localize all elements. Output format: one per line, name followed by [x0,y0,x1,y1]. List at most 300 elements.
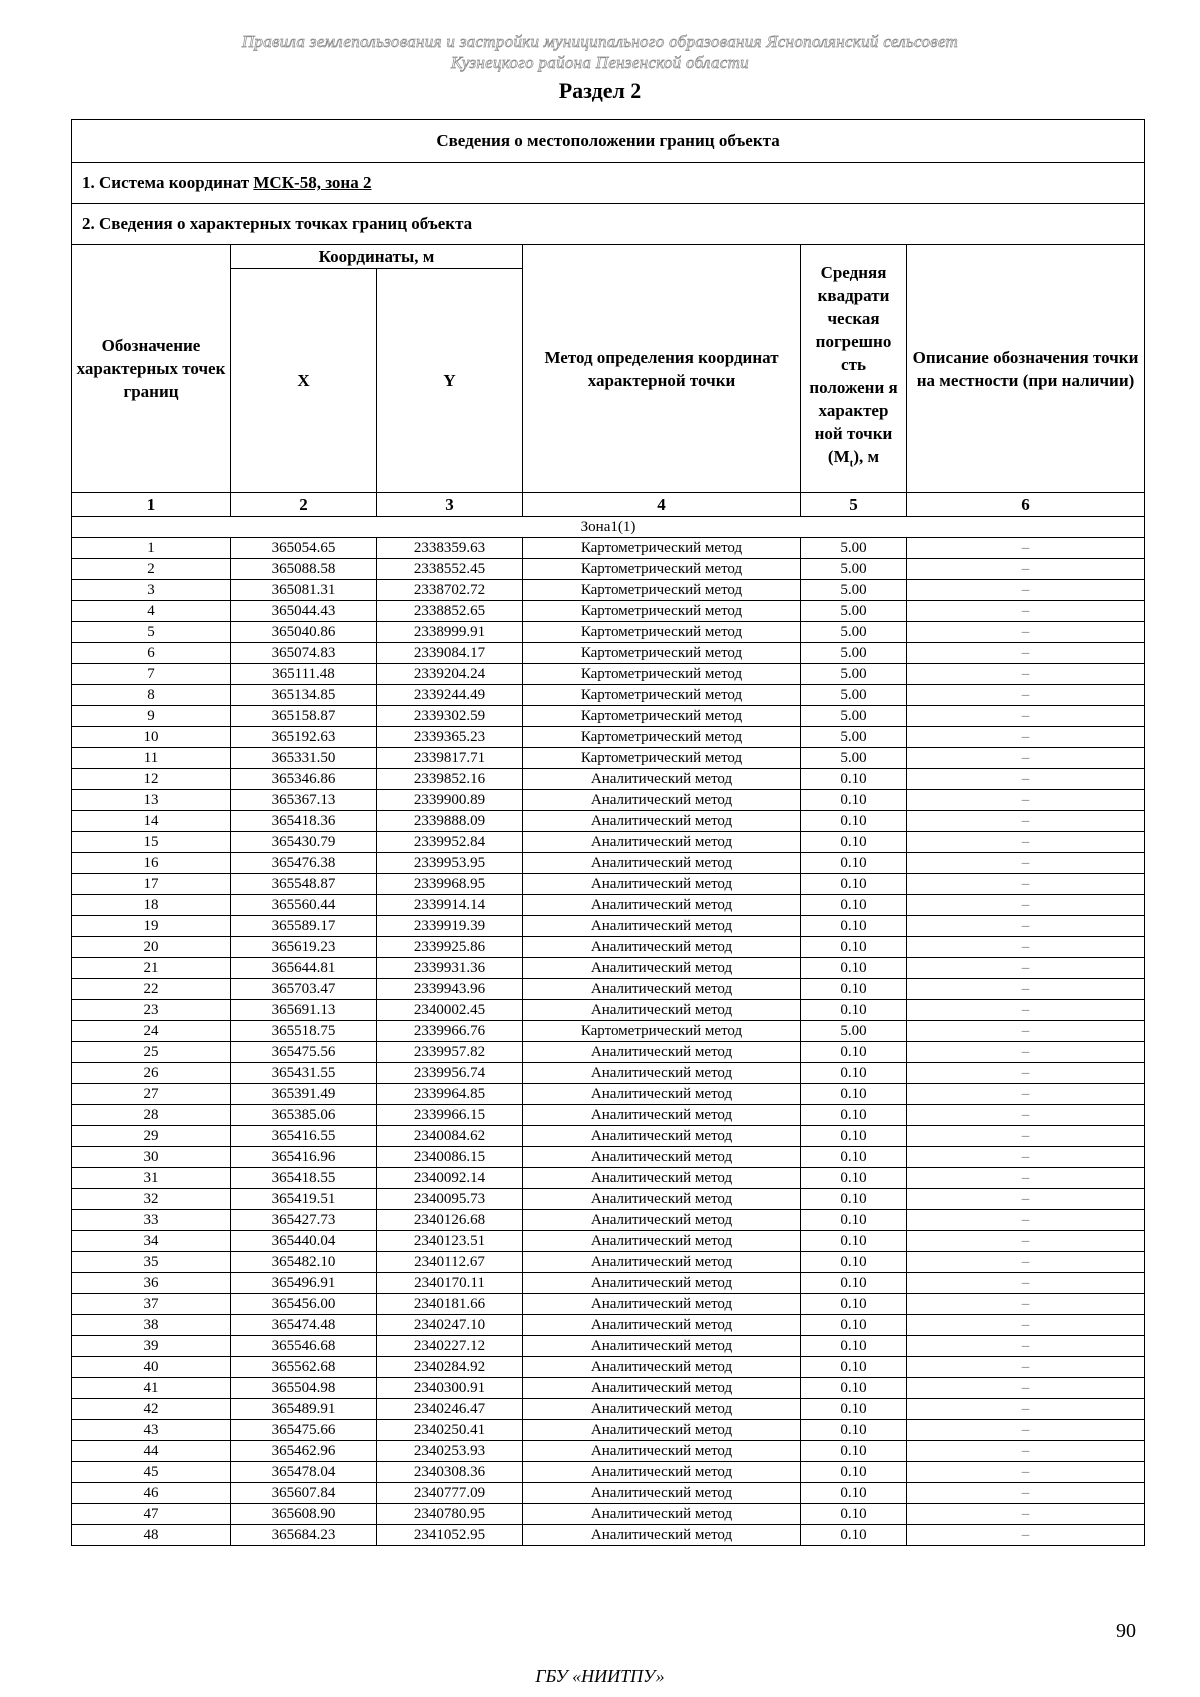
mean-error: 5.00 [801,601,907,622]
description: – [907,1420,1145,1441]
coord-x: 365331.50 [231,748,377,769]
coord-y: 2338999.91 [377,622,523,643]
description: – [907,853,1145,874]
coord-y: 2339925.86 [377,937,523,958]
mean-error: 5.00 [801,622,907,643]
coord-y: 2339900.89 [377,790,523,811]
table-row [72,979,1145,1000]
point-number: 4 [72,601,231,622]
coord-y: 2340002.45 [377,1000,523,1021]
running-header-line-2: Кузнецкого района Пензенской области [451,53,749,72]
method: Аналитический метод [523,874,801,895]
description: – [907,706,1145,727]
point-number: 28 [72,1105,231,1126]
point-number: 11 [72,748,231,769]
coord-x: 365418.36 [231,811,377,832]
method: Аналитический метод [523,1189,801,1210]
method: Аналитический метод [523,1273,801,1294]
table-row [72,1189,1145,1210]
method: Аналитический метод [523,853,801,874]
coord-y: 2339204.24 [377,664,523,685]
table-row [72,1210,1145,1231]
table-row [72,559,1145,580]
coord-x: 365044.43 [231,601,377,622]
coord-y: 2340308.36 [377,1462,523,1483]
table-row [72,727,1145,748]
method: Картометрический метод [523,1021,801,1042]
coord-y: 2340780.95 [377,1504,523,1525]
method: Аналитический метод [523,1084,801,1105]
table-row [72,895,1145,916]
method: Картометрический метод [523,748,801,769]
coord-y: 2339365.23 [377,727,523,748]
description: – [907,1273,1145,1294]
point-number: 41 [72,1378,231,1399]
description: – [907,1483,1145,1504]
mean-error: 5.00 [801,664,907,685]
table-row [72,601,1145,622]
mean-error: 5.00 [801,559,907,580]
coord-x: 365081.31 [231,580,377,601]
coord-x: 365134.85 [231,685,377,706]
table-row [72,580,1145,601]
coord-x: 365475.66 [231,1420,377,1441]
description: – [907,1357,1145,1378]
coord-y: 2340084.62 [377,1126,523,1147]
table-row [72,790,1145,811]
description: – [907,664,1145,685]
coord-x: 365111.48 [231,664,377,685]
table-row [72,643,1145,664]
coord-y: 2340247.10 [377,1315,523,1336]
coord-x: 365518.75 [231,1021,377,1042]
mean-error: 0.10 [801,1357,907,1378]
coord-y: 2340123.51 [377,1231,523,1252]
mean-error: 0.10 [801,1252,907,1273]
point-number: 6 [72,643,231,664]
method: Аналитический метод [523,1210,801,1231]
page-number: 90 [1116,1620,1136,1642]
coord-x: 365431.55 [231,1063,377,1084]
method: Аналитический метод [523,1126,801,1147]
table-row [72,811,1145,832]
coord-x: 365074.83 [231,643,377,664]
coord-x: 365496.91 [231,1273,377,1294]
mean-error: 0.10 [801,1189,907,1210]
coord-x: 365427.73 [231,1210,377,1231]
point-number: 27 [72,1084,231,1105]
point-number: 2 [72,559,231,580]
coord-x: 365644.81 [231,958,377,979]
description: – [907,1147,1145,1168]
coord-x: 365589.17 [231,916,377,937]
point-number: 16 [72,853,231,874]
coord-x: 365040.86 [231,622,377,643]
coord-y: 2340086.15 [377,1147,523,1168]
description: – [907,937,1145,958]
coord-y: 2341052.95 [377,1525,523,1546]
header-coordinates: Координаты, м [231,245,523,269]
header-method: Метод определения координат характерной точки [523,245,801,493]
description: – [907,580,1145,601]
description: – [907,622,1145,643]
coordinate-system-value: МСК-58, зона 2 [253,173,372,192]
header-designation: Обозначение характерных точек границ [72,245,231,493]
mean-error: 0.10 [801,1483,907,1504]
coord-x: 365367.13 [231,790,377,811]
column-number-5: 5 [801,493,907,517]
table-row [72,1336,1145,1357]
coord-x: 365608.90 [231,1504,377,1525]
method: Аналитический метод [523,1315,801,1336]
method: Аналитический метод [523,1504,801,1525]
table-row [72,1252,1145,1273]
point-number: 20 [72,937,231,958]
method: Аналитический метод [523,1063,801,1084]
mean-error: 5.00 [801,748,907,769]
point-number: 25 [72,1042,231,1063]
table-row [72,1315,1145,1336]
coord-y: 2339914.14 [377,895,523,916]
column-number-3: 3 [377,493,523,517]
method: Аналитический метод [523,1252,801,1273]
coord-x: 365192.63 [231,727,377,748]
mean-error: 0.10 [801,916,907,937]
mean-error: 0.10 [801,832,907,853]
mean-error: 0.10 [801,1273,907,1294]
method: Аналитический метод [523,811,801,832]
mean-error: 0.10 [801,1399,907,1420]
method: Аналитический метод [523,1042,801,1063]
boundary-points-table [71,119,1145,1546]
method: Аналитический метод [523,1000,801,1021]
footer-organization: ГБУ «НИИТПУ» [535,1666,665,1686]
description: – [907,1126,1145,1147]
mean-error: 0.10 [801,1378,907,1399]
method: Аналитический метод [523,895,801,916]
description: – [907,895,1145,916]
coordinate-system-label: 1. Система координат [82,173,254,192]
method: Аналитический метод [523,1105,801,1126]
point-number: 38 [72,1315,231,1336]
points-section-label: 2. Сведения о характерных точках границ объекта [72,204,1145,245]
coord-y: 2340253.93 [377,1441,523,1462]
description: – [907,643,1145,664]
table-row [72,937,1145,958]
coord-x: 365691.13 [231,1000,377,1021]
coord-y: 2338359.63 [377,538,523,559]
point-number: 46 [72,1483,231,1504]
description: – [907,1336,1145,1357]
method: Аналитический метод [523,1399,801,1420]
coord-y: 2338702.72 [377,580,523,601]
coord-x: 365560.44 [231,895,377,916]
point-number: 18 [72,895,231,916]
method: Аналитический метод [523,790,801,811]
table-row [72,1084,1145,1105]
coord-x: 365504.98 [231,1378,377,1399]
point-number: 1 [72,538,231,559]
zone-label: Зона1(1) [72,517,1145,538]
mean-error: 5.00 [801,685,907,706]
table-row [72,1273,1145,1294]
coord-y: 2340284.92 [377,1357,523,1378]
mean-error: 0.10 [801,811,907,832]
description: – [907,1378,1145,1399]
mean-error: 0.10 [801,1063,907,1084]
table-row [72,706,1145,727]
method: Аналитический метод [523,1525,801,1546]
coord-y: 2340227.12 [377,1336,523,1357]
table-row [72,1294,1145,1315]
method: Картометрический метод [523,538,801,559]
header-y: Y [377,269,523,493]
point-number: 26 [72,1063,231,1084]
coord-x: 365562.68 [231,1357,377,1378]
table-row [72,1105,1145,1126]
description: – [907,1042,1145,1063]
coord-y: 2339084.17 [377,643,523,664]
mean-error: 0.10 [801,1336,907,1357]
coord-x: 365385.06 [231,1105,377,1126]
mean-error: 0.10 [801,853,907,874]
coord-y: 2340181.66 [377,1294,523,1315]
coord-y: 2340170.11 [377,1273,523,1294]
description: – [907,1294,1145,1315]
table-title: Сведения о местоположении границ объекта [72,120,1145,163]
coord-x: 365475.56 [231,1042,377,1063]
description: – [907,1252,1145,1273]
coord-y: 2339953.95 [377,853,523,874]
method: Аналитический метод [523,769,801,790]
method: Аналитический метод [523,1168,801,1189]
description: – [907,685,1145,706]
description: – [907,769,1145,790]
header-error: Средняя квадрати ческая погрешно сть положени я характер ной точки $(M_t)$, м [801,245,907,493]
mean-error: 0.10 [801,1084,907,1105]
point-number: 15 [72,832,231,853]
description: – [907,538,1145,559]
method: Картометрический метод [523,601,801,622]
coord-x: 365462.96 [231,1441,377,1462]
table-row [72,1168,1145,1189]
point-number: 39 [72,1336,231,1357]
coord-x: 365684.23 [231,1525,377,1546]
table-row [72,1462,1145,1483]
method: Картометрический метод [523,580,801,601]
coord-y: 2340095.73 [377,1189,523,1210]
column-number-4: 4 [523,493,801,517]
mean-error: 0.10 [801,1210,907,1231]
table-row [72,1378,1145,1399]
table-row [72,1399,1145,1420]
mean-error: 0.10 [801,874,907,895]
description: – [907,1021,1145,1042]
mean-error: 5.00 [801,727,907,748]
description: – [907,1084,1145,1105]
mean-error: 0.10 [801,769,907,790]
mean-error: 0.10 [801,1294,907,1315]
mean-error: 0.10 [801,895,907,916]
description: – [907,1231,1145,1252]
coord-y: 2340246.47 [377,1399,523,1420]
coord-y: 2340092.14 [377,1168,523,1189]
method: Аналитический метод [523,1294,801,1315]
method: Картометрический метод [523,685,801,706]
point-number: 35 [72,1252,231,1273]
mean-error: 0.10 [801,937,907,958]
point-number: 22 [72,979,231,1000]
description: – [907,1441,1145,1462]
description: – [907,811,1145,832]
table-row [72,1441,1145,1462]
table-row [72,1504,1145,1525]
method: Картометрический метод [523,643,801,664]
method: Аналитический метод [523,1336,801,1357]
coord-y: 2339817.71 [377,748,523,769]
coord-y: 2339244.49 [377,685,523,706]
method: Картометрический метод [523,559,801,580]
method: Аналитический метод [523,916,801,937]
point-number: 30 [72,1147,231,1168]
method: Аналитический метод [523,1420,801,1441]
coord-y: 2339888.09 [377,811,523,832]
mean-error: 0.10 [801,1000,907,1021]
table-row [72,769,1145,790]
description: – [907,979,1145,1000]
description: – [907,1000,1145,1021]
point-number: 23 [72,1000,231,1021]
point-number: 37 [72,1294,231,1315]
method: Аналитический метод [523,1231,801,1252]
description: – [907,1462,1145,1483]
coord-x: 365478.04 [231,1462,377,1483]
mean-error: 0.10 [801,1147,907,1168]
coord-x: 365489.91 [231,1399,377,1420]
coord-x: 365430.79 [231,832,377,853]
table-row [72,622,1145,643]
description: – [907,916,1145,937]
point-number: 19 [72,916,231,937]
coord-x: 365703.47 [231,979,377,1000]
description: – [907,1063,1145,1084]
coord-y: 2339952.84 [377,832,523,853]
mean-error: 0.10 [801,1420,907,1441]
coord-x: 365474.48 [231,1315,377,1336]
section-title: Раздел 2 [558,78,642,103]
table-body [72,538,1145,1546]
point-number: 12 [72,769,231,790]
coord-y: 2339956.74 [377,1063,523,1084]
point-number: 5 [72,622,231,643]
table-row [72,1231,1145,1252]
coord-x: 365619.23 [231,937,377,958]
description: – [907,601,1145,622]
coord-x: 365456.00 [231,1294,377,1315]
table-row [72,1357,1145,1378]
table-row [72,916,1145,937]
coord-x: 365416.96 [231,1147,377,1168]
coord-x: 365607.84 [231,1483,377,1504]
point-number: 8 [72,685,231,706]
coord-x: 365440.04 [231,1231,377,1252]
coord-y: 2339852.16 [377,769,523,790]
coord-x: 365054.65 [231,538,377,559]
description: – [907,1210,1145,1231]
coord-y: 2340126.68 [377,1210,523,1231]
point-number: 45 [72,1462,231,1483]
mean-error: 5.00 [801,580,907,601]
point-number: 48 [72,1525,231,1546]
mean-error: 0.10 [801,1462,907,1483]
mean-error: 0.10 [801,1525,907,1546]
table-row [72,1483,1145,1504]
mean-error: 0.10 [801,1441,907,1462]
point-number: 42 [72,1399,231,1420]
point-number: 32 [72,1189,231,1210]
description: – [907,1105,1145,1126]
point-number: 17 [72,874,231,895]
coord-y: 2339968.95 [377,874,523,895]
description: – [907,1525,1145,1546]
point-number: 7 [72,664,231,685]
method: Аналитический метод [523,1147,801,1168]
coord-x: 365088.58 [231,559,377,580]
description: – [907,874,1145,895]
description: – [907,1189,1145,1210]
column-number-6: 6 [907,493,1145,517]
running-header [0,31,1200,73]
method: Аналитический метод [523,1378,801,1399]
method: Аналитический метод [523,1462,801,1483]
method: Аналитический метод [523,1357,801,1378]
mean-error: 0.10 [801,790,907,811]
point-number: 10 [72,727,231,748]
method: Аналитический метод [523,937,801,958]
point-number: 3 [72,580,231,601]
column-number-1: 1 [72,493,231,517]
point-number: 36 [72,1273,231,1294]
mean-error: 0.10 [801,1126,907,1147]
mean-error: 0.10 [801,958,907,979]
method: Аналитический метод [523,832,801,853]
coord-y: 2338852.65 [377,601,523,622]
coord-y: 2338552.45 [377,559,523,580]
coord-y: 2339931.36 [377,958,523,979]
description: – [907,1168,1145,1189]
table-row [72,685,1145,706]
coord-y: 2339964.85 [377,1084,523,1105]
point-number: 13 [72,790,231,811]
coord-y: 2339957.82 [377,1042,523,1063]
point-number: 47 [72,1504,231,1525]
table-row [72,538,1145,559]
point-number: 14 [72,811,231,832]
coord-y: 2339919.39 [377,916,523,937]
coord-y: 2339966.76 [377,1021,523,1042]
point-number: 34 [72,1231,231,1252]
coord-y: 2340250.41 [377,1420,523,1441]
header-x: X [231,269,377,493]
coordinate-system-row [72,163,1145,204]
header-description: Описание обозначения точки на местности (при наличии) [907,245,1145,493]
coord-x: 365548.87 [231,874,377,895]
mean-error: 5.00 [801,1021,907,1042]
mean-error: 5.00 [801,706,907,727]
mean-error: 0.10 [801,979,907,1000]
table-row [72,1126,1145,1147]
coord-y: 2339966.15 [377,1105,523,1126]
